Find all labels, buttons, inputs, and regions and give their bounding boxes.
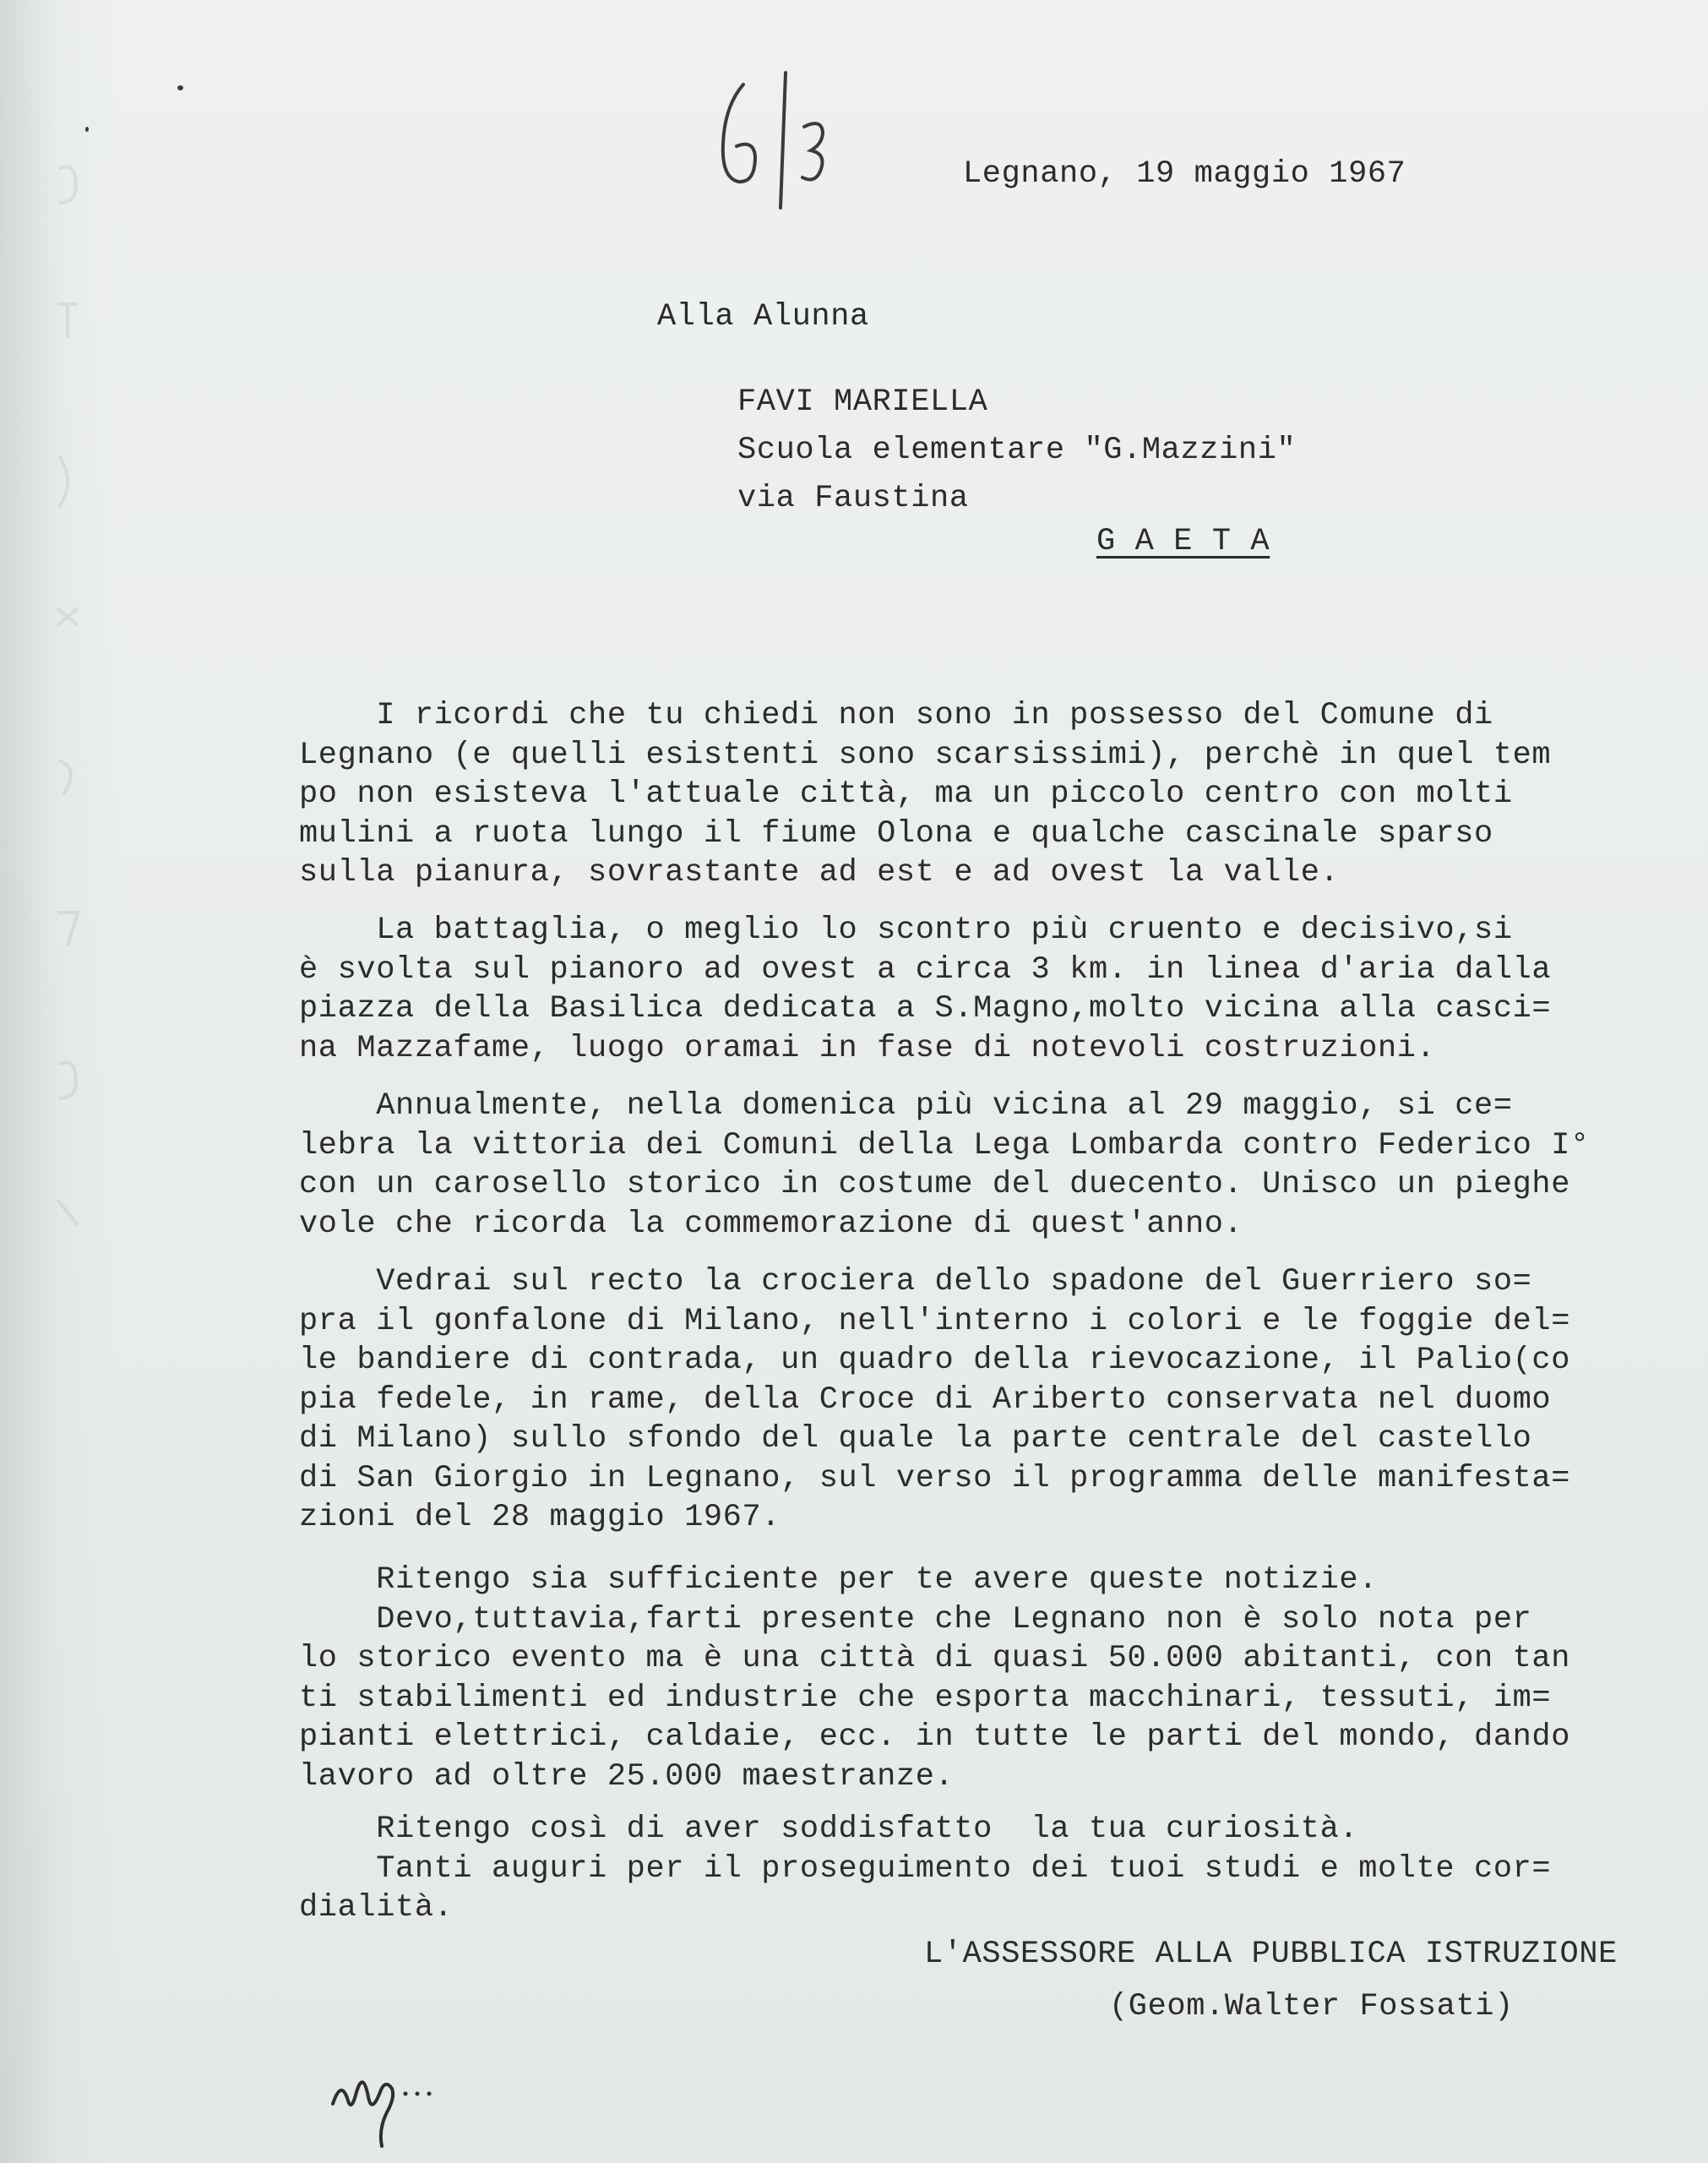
body-line: ti stabilimenti ed industrie che esporta macchinari, tessuti, im= [299, 1680, 1552, 1716]
body-line: pia fedele, in rame, della Croce di Ariberto conservata nel duomo [299, 1381, 1552, 1418]
body-line: è svolta sul pianoro ad ovest a circa 3 km. in linea d'aria dalla [299, 951, 1552, 988]
recipient-city: G A E T A [1096, 524, 1270, 559]
body-line: di Milano) sullo sfondo del quale la parte centrale del castello [299, 1421, 1532, 1457]
body-paragraph [299, 1087, 1590, 1244]
body-paragraph [299, 696, 1551, 893]
bleed-through-marks [51, 152, 84, 1250]
body-line: lo storico evento ma è una città di quasi 50.000 abitanti, con tan [299, 1641, 1571, 1676]
body-line: zioni del 28 maggio 1967. [299, 1500, 781, 1535]
recipient-name: FAVI MARIELLA [737, 384, 988, 420]
body-paragraph [299, 1262, 1570, 1538]
signature-title: L'ASSESSORE ALLA PUBBLICA ISTRUZIONE [924, 1937, 1618, 1972]
body-line: di San Giorgio in Legnano, sul verso il programma delle manifesta= [299, 1460, 1571, 1496]
body-line: Devo,tuttavia,farti presente che Legnano non è solo nota per [299, 1601, 1532, 1637]
body-line: lavoro ad oltre 25.000 maestranze. [299, 1758, 955, 1795]
recipient-school: Scuola elementare "G.Mazzini" [737, 433, 1297, 468]
body-line: I ricordi che tu chiedi non sono in possesso del Comune di [299, 698, 1493, 733]
body-line: na Mazzafame, luogo oramai in fase di notevoli costruzioni. [299, 1030, 1436, 1066]
body-line: sulla pianura, sovrastante ad est e ad ovest la valle. [299, 855, 1340, 891]
body-line: Annualmente, nella domenica più vicina al 29 maggio, si ce= [299, 1088, 1513, 1124]
body-line: Vedrai sul recto la crociera dello spadone del Guerriero so= [299, 1264, 1532, 1299]
body-line: Ritengo sia sufficiente per te avere queste notizie. [299, 1562, 1379, 1598]
body-paragraph [299, 1810, 1551, 1928]
signature-name: (Geom.Walter Fossati) [1109, 1989, 1514, 2024]
handwritten-initials [321, 2045, 448, 2155]
ink-speck [85, 127, 89, 132]
ink-speck [177, 85, 183, 90]
body-line: pianti elettrici, caldaie, ecc. in tutte le parti del mondo, dando [299, 1719, 1571, 1755]
body-line: mulini a ruota lungo il fiume Olona e qualche cascinale sparso [299, 815, 1493, 852]
body-line: Tanti auguri per il proseguimento dei tuoi studi e molte cor= [299, 1850, 1552, 1887]
body-line: Ritengo così di aver soddisfatto la tua curiosità. [299, 1812, 1359, 1847]
letter-date: Legnano, 19 maggio 1967 [963, 156, 1406, 192]
salutation: Alla Alunna [657, 299, 869, 335]
body-line: le bandiere di contrada, un quadro della rievocazione, il Palio(co [299, 1343, 1571, 1378]
recipient-street: via Faustina [737, 481, 969, 516]
body-line: con un carosello storico in costume del duecento. Unisco un pieghe [299, 1167, 1571, 1202]
body-paragraph [299, 1561, 1570, 1796]
body-line: Legnano (e quelli esistenti sono scarsissimi), perchè in quel tem [299, 737, 1552, 773]
body-line: vole che ricorda la commemorazione di quest'anno. [299, 1206, 1243, 1242]
body-line: lebra la vittoria dei Comuni della Lega Lombarda contro Federico I° [299, 1127, 1590, 1163]
body-line: La battaglia, o meglio lo scontro più cruento e decisivo,si [299, 913, 1513, 948]
body-line: piazza della Basilica dedicata a S.Magno,molto vicina alla casci= [299, 991, 1552, 1027]
body-paragraph [299, 911, 1551, 1068]
body-line: dialità. [299, 1890, 454, 1926]
handwritten-reference-mark [710, 68, 845, 211]
body-line: pra il gonfalone di Milano, nell'interno i colori e le foggie del= [299, 1303, 1571, 1339]
body-line: po non esisteva l'attuale città, ma un piccolo centro con molti [299, 776, 1513, 812]
